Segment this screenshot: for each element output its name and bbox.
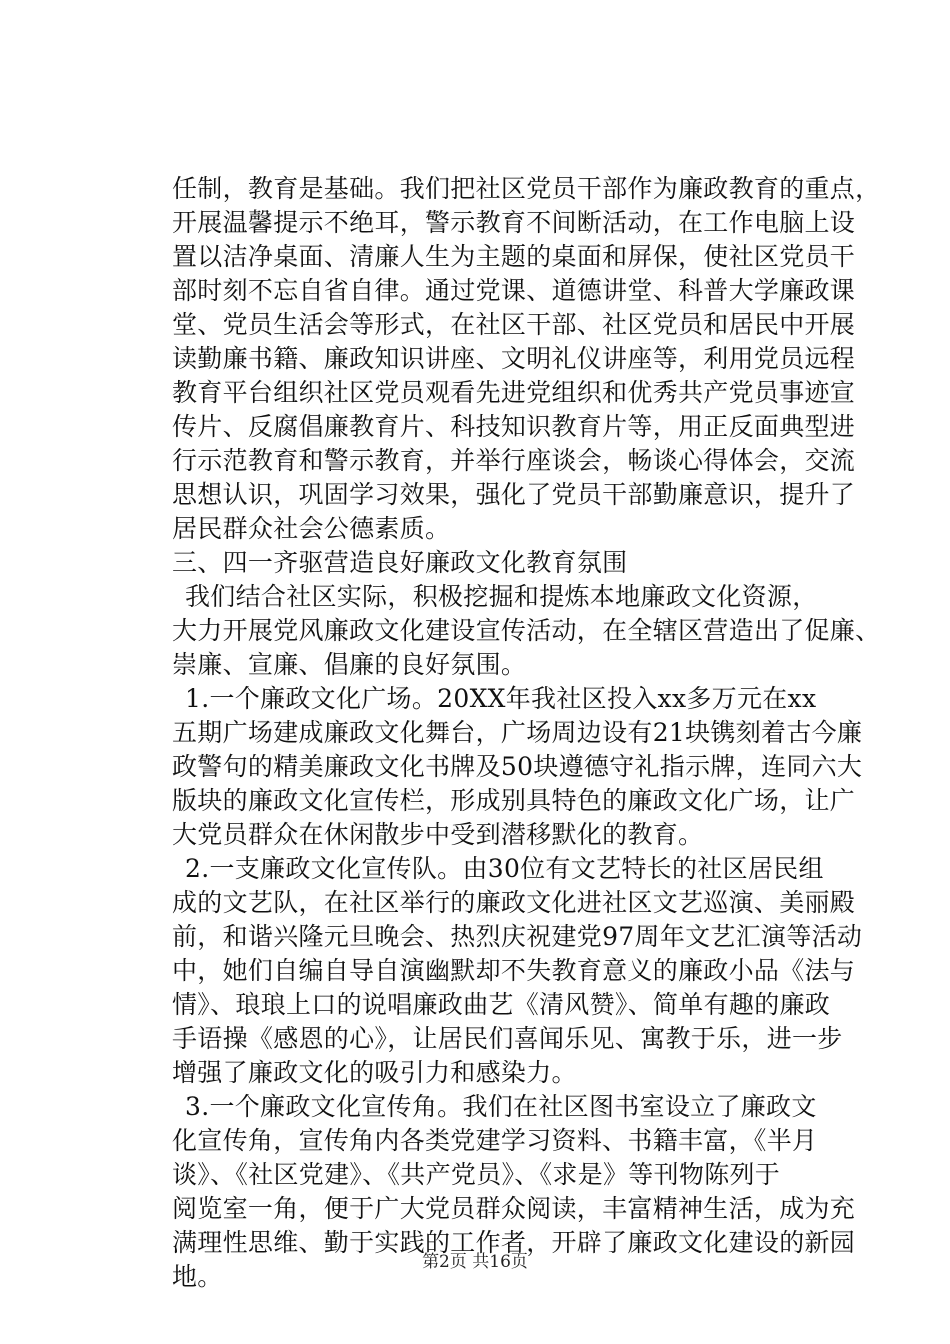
text-line: 传片、反腐倡廉教育片、科技知识教育片等，用正反面典型进 — [172, 412, 856, 441]
text-line: 任制，教育是基础。我们把社区党员干部作为廉政教育的重点， — [172, 174, 881, 203]
text-line: 1.一个廉政文化广场。20XX年我社区投入xx多万元在xx — [185, 684, 817, 713]
text-line: 2.一支廉政文化宣传队。由30位有文艺特长的社区居民组 — [185, 854, 824, 883]
text-line: 版块的廉政文化宣传栏，形成别具特色的廉政文化广场，让广 — [172, 786, 856, 815]
text-line: 居民群众社会公德素质。 — [172, 514, 451, 543]
text-line: 堂、党员生活会等形式，在社区干部、社区党员和居民中开展 — [172, 310, 856, 339]
text-line: 3.一个廉政文化宣传角。我们在社区图书室设立了廉政文 — [185, 1092, 817, 1121]
text-line: 政警句的精美廉政文化书牌及50块遵德守礼指示牌，连同六大 — [172, 752, 863, 781]
text-line: 前，和谐兴隆元旦晚会、热烈庆祝建党97周年文艺汇演等活动 — [172, 922, 863, 951]
text-line: 五期广场建成廉政文化舞台，广场周边设有21块镌刻着古今廉 — [172, 718, 863, 747]
text-line: 开展温馨提示不绝耳，警示教育不间断活动，在工作电脑上设 — [172, 208, 856, 237]
text-line: 崇廉、宣廉、倡廉的良好氛围。 — [172, 650, 527, 679]
text-line: 满理性思维、勤于实践的工作者，开辟了廉政文化建设的新园 — [172, 1228, 856, 1257]
text-line: 情》、琅琅上口的说唱廉政曲艺《清风赞》、简单有趣的廉政 — [172, 990, 831, 1019]
text-line: 行示范教育和警示教育，并举行座谈会，畅谈心得体会，交流 — [172, 446, 856, 475]
page-footer: 第2页 共16页 — [422, 1252, 528, 1272]
text-line: 手语操《感恩的心》，让居民们喜闻乐见、寓教于乐，进一步 — [172, 1024, 843, 1053]
text-line: 化宣传角，宣传角内各类党建学习资料、书籍丰富，《半月 — [172, 1126, 818, 1155]
section-heading: 三、四一齐驱营造良好廉政文化教育氛围 — [172, 548, 628, 577]
text-line: 思想认识，巩固学习效果，强化了党员干部勤廉意识，提升了 — [172, 480, 856, 509]
text-line: 我们结合社区实际，积极挖掘和提炼本地廉政文化资源， — [185, 582, 818, 611]
text-line: 置以洁净桌面、清廉人生为主题的桌面和屏保，使社区党员干 — [172, 242, 856, 271]
text-line: 部时刻不忘自省自律。通过党课、道德讲堂、科普大学廉政课 — [172, 276, 856, 305]
text-line: 大力开展党风廉政文化建设宣传活动，在全辖区营造出了促廉、 — [172, 616, 881, 645]
text-line: 读勤廉书籍、廉政知识讲座、文明礼仪讲座等，利用党员远程 — [172, 344, 856, 373]
text-line: 地。 — [172, 1262, 223, 1291]
text-line: 教育平台组织社区党员观看先进党组织和优秀共产党员事迹宣 — [172, 378, 856, 407]
text-line: 阅览室一角，便于广大党员群众阅读，丰富精神生活，成为充 — [172, 1194, 856, 1223]
text-line: 中，她们自编自导自演幽默却不失教育意义的廉政小品《法与 — [172, 956, 856, 985]
text-line: 大党员群众在休闲散步中受到潜移默化的教育。 — [172, 820, 704, 849]
text-line: 谈》、《社区党建》、《共产党员》、《求是》等刊物陈列于 — [172, 1160, 781, 1189]
text-line: 成的文艺队，在社区举行的廉政文化进社区文艺巡演、美丽殿 — [172, 888, 856, 917]
text-line: 增强了廉政文化的吸引力和感染力。 — [172, 1058, 577, 1087]
